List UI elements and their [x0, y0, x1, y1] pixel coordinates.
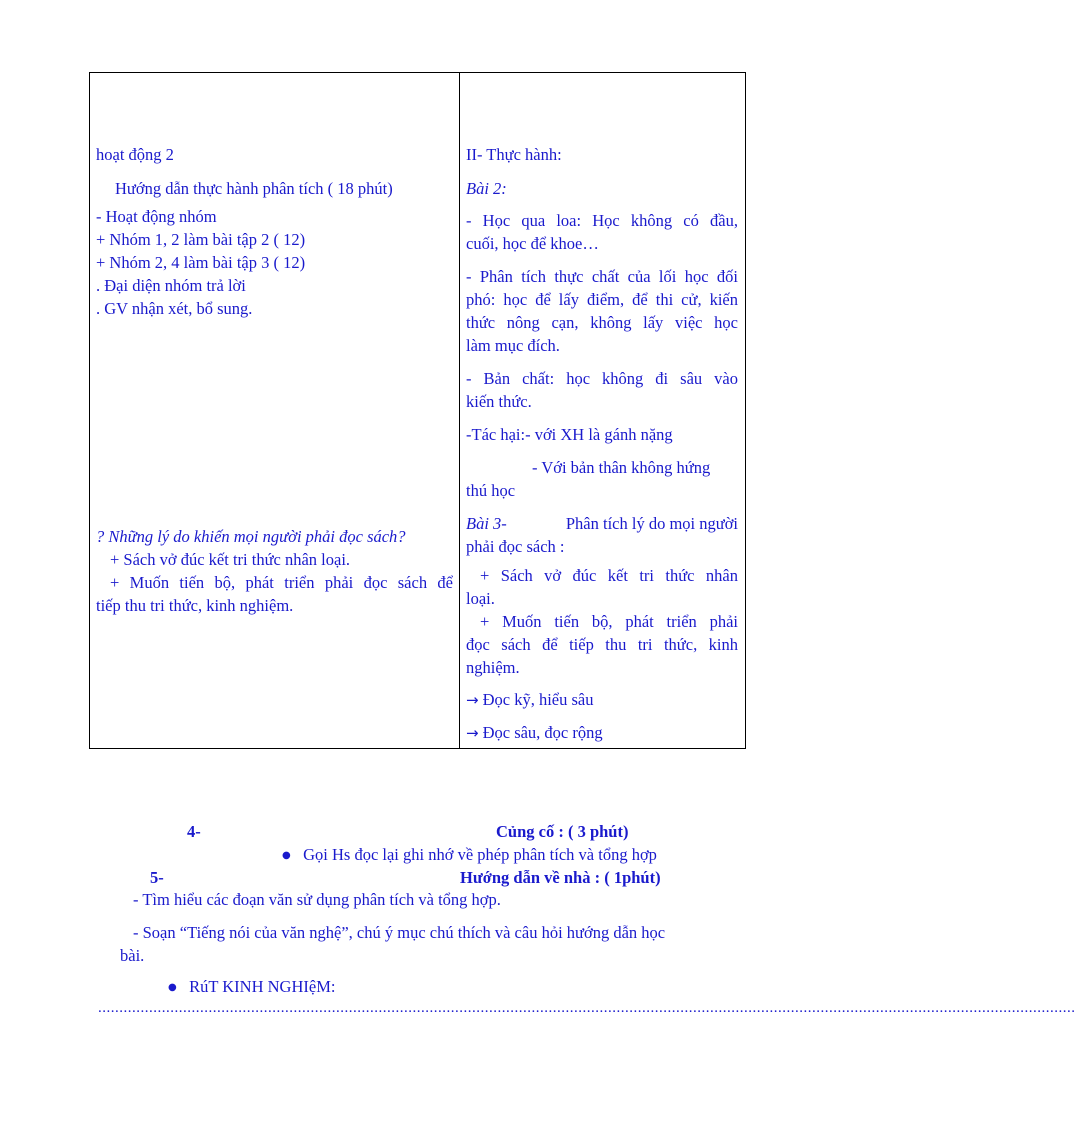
- discussion-question: ? Những lý do khiến mọi người phải đọc sách?: [96, 527, 406, 546]
- answer-line: + Muốn tiến bộ, phát triển phải đọc sách để: [110, 573, 453, 592]
- activity-title: hoạt động 2: [96, 145, 174, 164]
- step-line: - Hoạt động nhóm: [96, 207, 217, 226]
- bullet-icon: ●: [282, 850, 291, 861]
- step-line: . Đại diện nhóm trả lời: [96, 276, 246, 295]
- content-line: phải đọc sách :: [466, 537, 565, 556]
- section-title: II- Thực hành:: [466, 145, 562, 164]
- step-line: . GV nhận xét, bổ sung.: [96, 299, 253, 318]
- content-line: + Sách vở đúc kết tri thức nhân: [480, 566, 738, 585]
- experience-label: RúT KINH NGHIệM:: [189, 977, 336, 996]
- content-line: phó: học để lấy điểm, để thi cử, kiến: [466, 290, 738, 309]
- content-line: thức nông cạn, không lấy việc học: [466, 313, 738, 332]
- bullet-text: Gọi Hs đọc lại ghi nhớ về phép phân tích và tổng hợp: [303, 845, 657, 864]
- content-line: thú học: [466, 481, 516, 500]
- teacher-activity-column: [90, 73, 459, 748]
- content-line: - Học qua loa: Học không có đầu,: [466, 211, 738, 230]
- content-line: -Tác hại:- với XH là gánh nặng: [466, 425, 673, 444]
- exercise-3-label: Bài 3-: [466, 514, 507, 533]
- content-line: - Phân tích thực chất của lối học đối: [466, 267, 738, 286]
- section-5-number: 5-: [150, 868, 164, 887]
- lesson-table: [89, 72, 746, 749]
- content-column: [460, 73, 746, 748]
- experience-heading: [168, 977, 335, 1000]
- content-line: loại.: [466, 589, 495, 608]
- step-line: + Nhóm 2, 4 làm bài tập 3 ( 12): [96, 253, 306, 272]
- homework-task: - Soạn “Tiếng nói của văn nghệ”, chú ý mục chú thích và câu hỏi hướng dẫn học: [133, 923, 666, 942]
- exercise-3-heading: [466, 514, 738, 534]
- content-line: cuối, học để khoe…: [466, 234, 599, 253]
- bullet-icon: ●: [168, 982, 177, 993]
- conclusion-text: Đọc sâu, đọc rộng: [482, 723, 603, 742]
- exercise-3-text: Phân tích lý do mọi người: [565, 514, 738, 533]
- content-line: làm mục đích.: [466, 336, 560, 355]
- answer-line: tiếp thu tri thức, kinh nghiệm.: [96, 596, 294, 615]
- step-line: + Nhóm 1, 2 làm bài tập 2 ( 12): [96, 230, 306, 249]
- section-4-bullet: [282, 845, 657, 868]
- conclusion-line: [466, 723, 603, 743]
- content-line: kiến thức.: [466, 392, 532, 411]
- homework-task: bài.: [120, 946, 145, 965]
- content-line: đọc sách để tiếp thu tri thức, kinh: [466, 635, 738, 654]
- arrow-right-icon: →: [466, 691, 479, 709]
- content-line: - Bản chất: học không đi sâu vào: [466, 369, 738, 388]
- activity-heading: Hướng dẫn thực hành phân tích ( 18 phút): [115, 179, 393, 198]
- homework-task: - Tìm hiểu các đoạn văn sử dụng phân tích và tổng hợp.: [133, 890, 501, 909]
- exercise-2-label: Bài 2:: [466, 179, 507, 198]
- content-line: nghiệm.: [466, 658, 520, 677]
- dotted-line: ......................................................................................................................................................................................................................................: [98, 1000, 1076, 1016]
- answer-line: + Sách vở đúc kết tri thức nhân loại.: [110, 550, 351, 569]
- content-line: - Với bản thân không hứng: [532, 458, 711, 477]
- conclusion-text: Đọc kỹ, hiểu sâu: [482, 690, 594, 709]
- conclusion-line: [466, 690, 593, 710]
- section-4-number: 4-: [187, 822, 201, 841]
- content-line: + Muốn tiến bộ, phát triển phải: [480, 612, 738, 631]
- arrow-right-icon: →: [466, 724, 479, 742]
- section-4-title: Củng cố : ( 3 phút): [496, 822, 629, 841]
- section-5-title: Hướng dẫn về nhà : ( 1phút): [460, 868, 661, 887]
